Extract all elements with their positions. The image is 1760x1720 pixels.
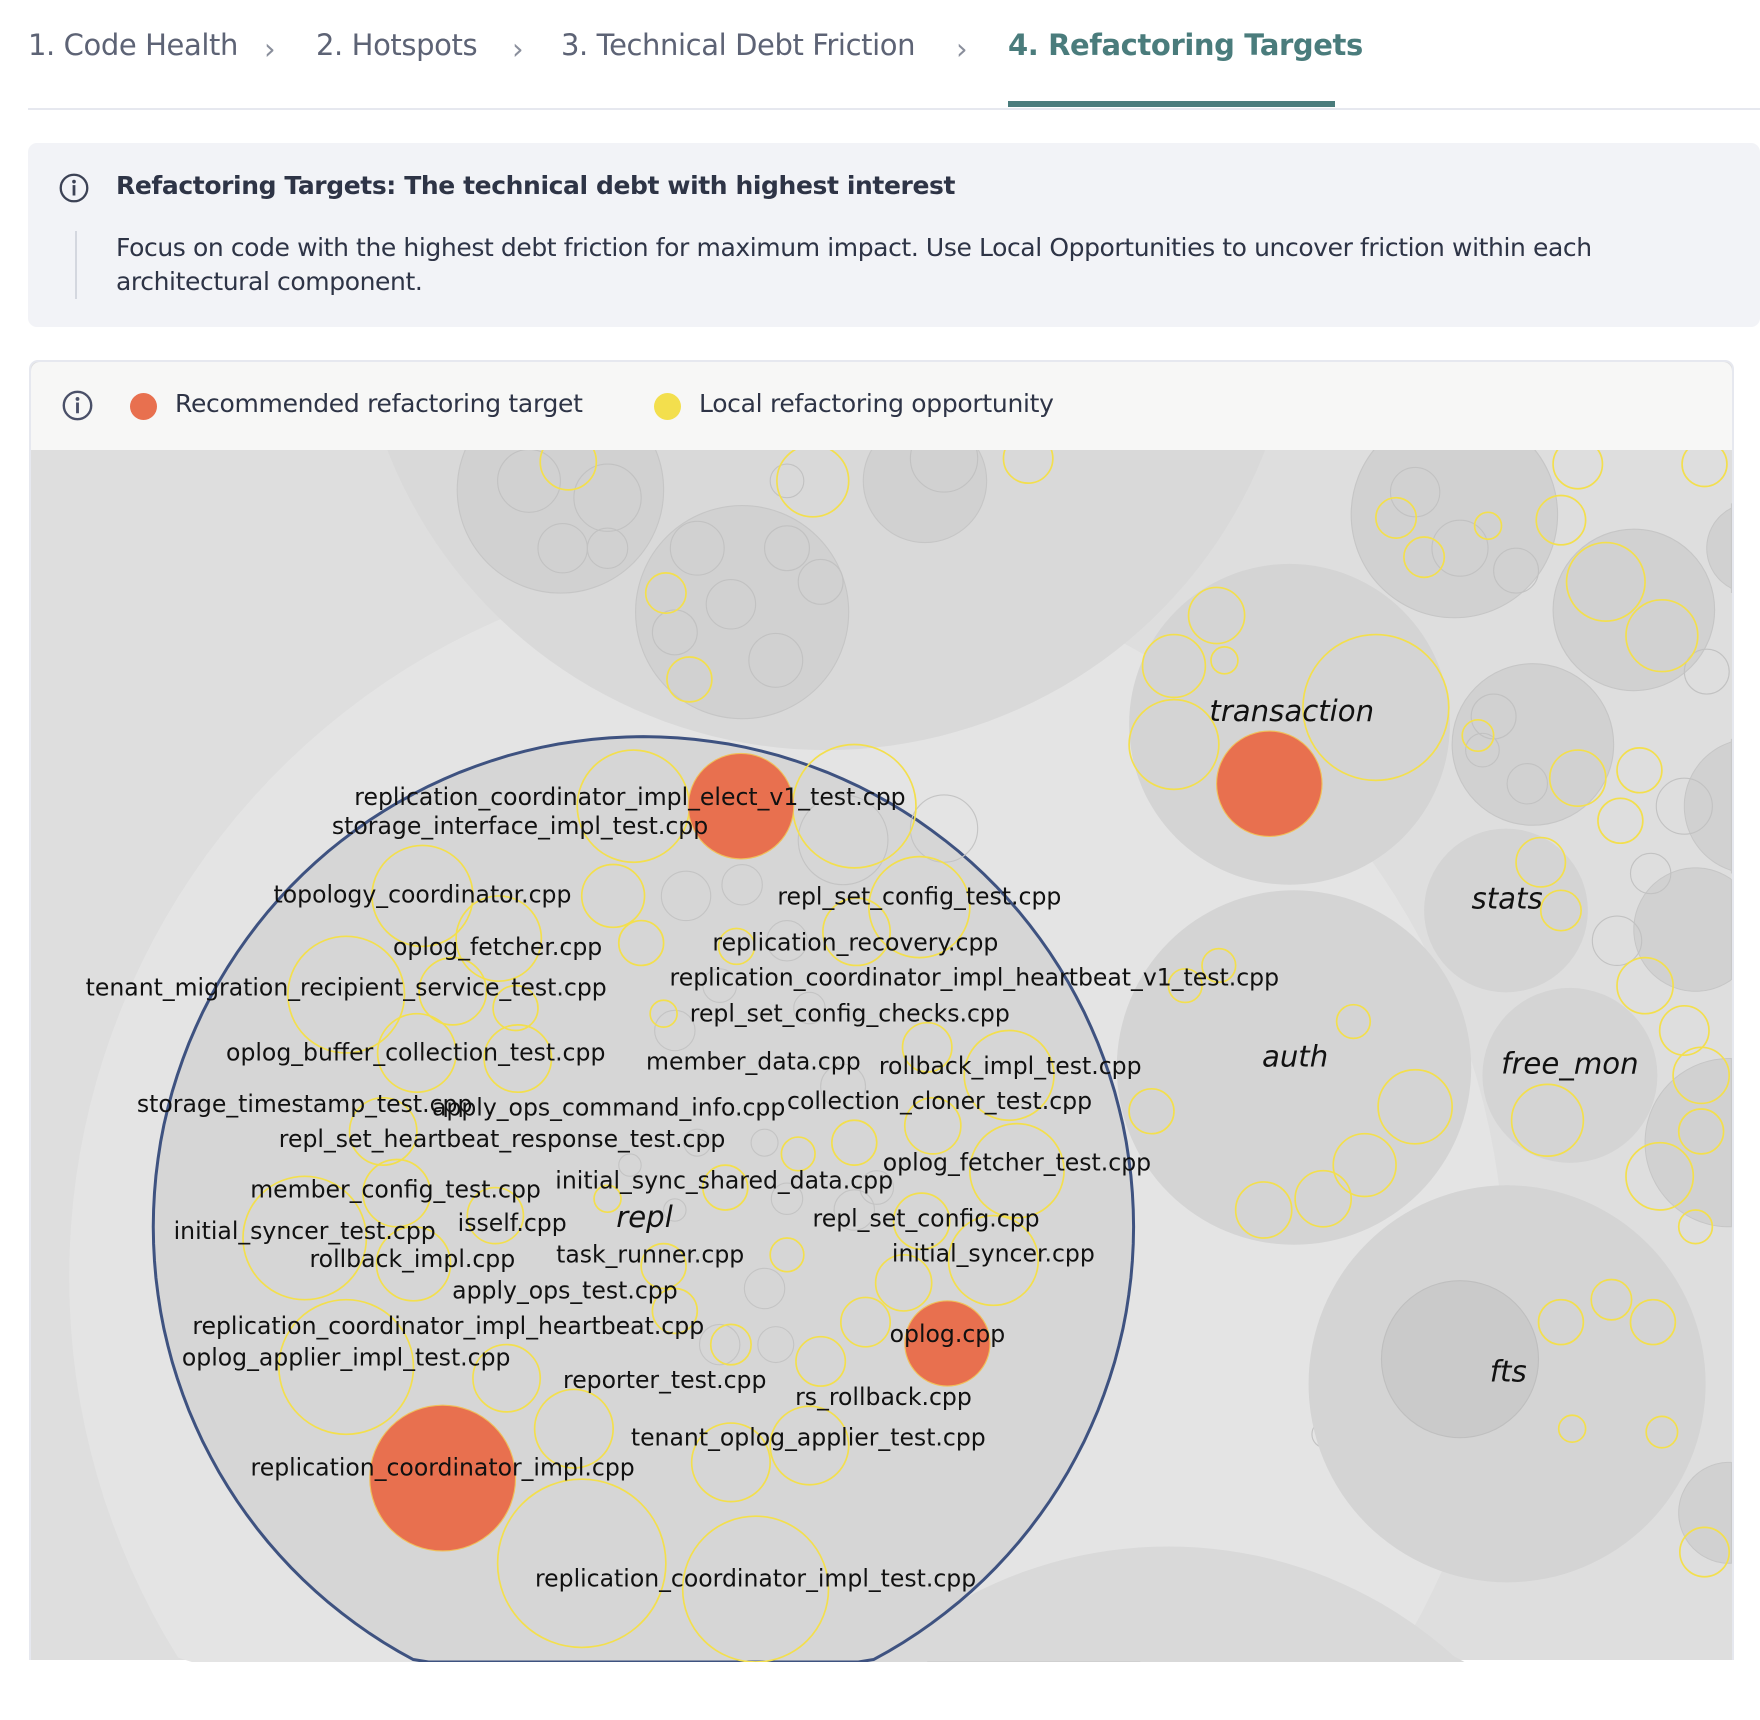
file-label[interactable]: task_runner.cpp xyxy=(556,1240,745,1269)
step-tabs xyxy=(28,0,1760,110)
chevron-right-icon: › xyxy=(956,32,968,66)
file-label[interactable]: initial_sync_shared_data.cpp xyxy=(555,1166,894,1195)
file-label[interactable]: tenant_migration_recipient_service_test.cpp xyxy=(85,973,607,1002)
folder-bubble[interactable] xyxy=(1679,1462,1732,1563)
file-label[interactable]: rollback_impl.cpp xyxy=(309,1244,516,1273)
file-bubble[interactable] xyxy=(1592,916,1641,965)
file-label[interactable]: reporter_test.cpp xyxy=(563,1366,767,1395)
file-label[interactable]: apply_ops_test.cpp xyxy=(452,1276,678,1305)
file-label[interactable]: storage_timestamp_test.cpp xyxy=(136,1090,473,1119)
code-bubble-map[interactable] xyxy=(31,362,1732,1662)
recommended-dot-icon xyxy=(130,393,157,420)
folder-bubble[interactable] xyxy=(1707,503,1732,593)
bubble-map-panel xyxy=(29,360,1734,1660)
file-label[interactable]: collection_cloner_test.cpp xyxy=(787,1086,1093,1115)
tab-hotspots[interactable]: 2. Hotspots xyxy=(316,28,478,62)
info-banner xyxy=(28,143,1760,327)
folder-label-stats[interactable]: stats xyxy=(1471,881,1543,916)
file-label[interactable]: replication_coordinator_impl.cpp xyxy=(250,1453,635,1482)
folder-label-free_mon[interactable]: free_mon xyxy=(1501,1046,1639,1081)
folder-label-fts[interactable]: fts xyxy=(1489,1354,1527,1389)
file-label[interactable]: replication_coordinator_impl_elect_v1_test.cpp xyxy=(354,782,906,811)
legend xyxy=(31,362,1732,450)
file-label[interactable]: oplog_fetcher_test.cpp xyxy=(882,1148,1152,1177)
file-label[interactable]: replication_coordinator_impl_heartbeat.cpp xyxy=(192,1312,705,1341)
file-label[interactable]: replication_coordinator_impl_test.cpp xyxy=(534,1564,977,1593)
folder-bubble[interactable] xyxy=(1634,868,1732,991)
info-title: Refactoring Targets: The technical debt with highest interest xyxy=(116,171,956,200)
chevron-right-icon: › xyxy=(512,32,524,66)
file-label[interactable]: tenant_oplog_applier_test.cpp xyxy=(630,1423,986,1452)
file-label[interactable]: oplog.cpp xyxy=(889,1320,1006,1349)
file-label[interactable]: apply_ops_command_info.cpp xyxy=(431,1093,786,1122)
local-dot-icon xyxy=(654,393,681,420)
file-label[interactable]: storage_interface_impl_test.cpp xyxy=(331,811,709,840)
file-label[interactable]: oplog_buffer_collection_test.cpp xyxy=(226,1038,606,1067)
folder-bubble[interactable] xyxy=(1684,739,1731,874)
local-opportunity-bubble[interactable] xyxy=(1598,798,1643,843)
folder-label-transaction[interactable]: transaction xyxy=(1209,694,1375,729)
file-label[interactable]: repl_set_config.cpp xyxy=(812,1204,1040,1233)
recommended-target-bubble[interactable] xyxy=(1217,731,1322,836)
file-label[interactable]: rs_rollback.cpp xyxy=(795,1382,972,1411)
file-label[interactable]: member_data.cpp xyxy=(646,1047,861,1076)
file-label[interactable]: repl_set_config_test.cpp xyxy=(777,882,1062,911)
file-label[interactable]: replication_recovery.cpp xyxy=(712,928,999,957)
local-opportunity-bubble[interactable] xyxy=(1617,748,1662,793)
tab-refactoring-targets[interactable]: 4. Refactoring Targets xyxy=(1008,28,1363,62)
file-label[interactable]: isself.cpp xyxy=(457,1209,567,1238)
quote-bar xyxy=(75,231,77,299)
file-label[interactable]: repl_set_config_checks.cpp xyxy=(689,999,1010,1028)
legend-local: Local refactoring opportunity xyxy=(699,389,1054,418)
tab-technical-debt-friction[interactable]: 3. Technical Debt Friction xyxy=(561,28,916,62)
file-label[interactable]: member_config_test.cpp xyxy=(250,1175,541,1204)
info-icon xyxy=(59,173,89,203)
file-label[interactable]: initial_syncer.cpp xyxy=(891,1239,1095,1268)
folder-label-auth[interactable]: auth xyxy=(1261,1039,1329,1074)
file-label[interactable]: initial_syncer_test.cpp xyxy=(173,1216,436,1245)
info-text: Focus on code with the highest debt friction for maximum impact. Use Local Opportunities to uncover friction within each architectural component. xyxy=(116,233,1592,296)
chevron-right-icon: › xyxy=(264,32,276,66)
local-opportunity-bubble[interactable] xyxy=(1617,958,1673,1014)
file-label[interactable]: oplog_applier_impl_test.cpp xyxy=(181,1343,511,1372)
folder-label-repl[interactable]: repl xyxy=(616,1199,673,1234)
folder-bubble[interactable] xyxy=(1452,664,1614,826)
file-label[interactable]: topology_coordinator.cpp xyxy=(273,880,572,909)
active-tab-indicator xyxy=(1008,101,1335,107)
file-label[interactable]: repl_set_heartbeat_response_test.cpp xyxy=(278,1124,726,1153)
legend-recommended: Recommended refactoring target xyxy=(175,389,583,418)
info-icon[interactable] xyxy=(62,390,93,421)
tab-code-health[interactable]: 1. Code Health xyxy=(28,28,238,62)
file-label[interactable]: rollback_impl_test.cpp xyxy=(878,1052,1142,1081)
file-label[interactable]: oplog_fetcher.cpp xyxy=(392,933,603,962)
file-label[interactable]: replication_coordinator_impl_heartbeat_v1_test.cpp xyxy=(669,963,1280,992)
